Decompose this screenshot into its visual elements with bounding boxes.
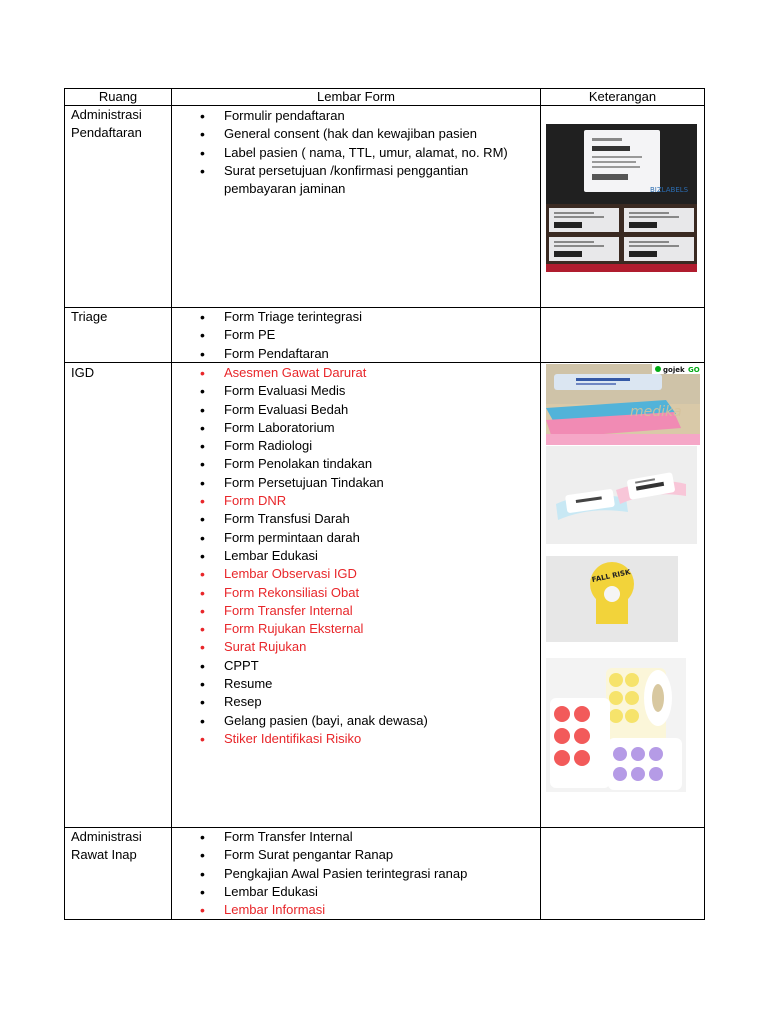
room-line: Triage: [71, 309, 108, 324]
fall-risk-sticker-illustration: [546, 556, 678, 642]
list-item: • Form Transfer Internal: [200, 602, 428, 620]
list-item: • Form Transfusi Darah: [200, 510, 428, 528]
list-item: • Stiker Identifikasi Risiko: [200, 730, 428, 748]
list-item: • Formulir pendaftaran: [200, 107, 514, 125]
row-divider-2: [64, 362, 705, 363]
list-item: • Label pasien ( nama, TTL, umur, alamat, no. RM): [200, 144, 514, 162]
label-brand-text: BIZLABELS: [650, 186, 689, 194]
list-item: • Lembar Informasi: [200, 901, 467, 919]
list-item: • CPPT: [200, 657, 428, 675]
list-item: • Form Surat pengantar Ranap: [200, 846, 467, 864]
list-item: • Surat persetujuan /konfirmasi penggantian pembayaran jaminan: [200, 162, 514, 199]
baby-wristband-illustration: [546, 446, 697, 544]
room-line: Pendaftaran: [71, 125, 142, 140]
wristband-tag-text: GO: [688, 366, 700, 374]
list-item: • Form Transfer Internal: [200, 828, 467, 846]
list-item: • Form Radiologi: [200, 437, 428, 455]
wristband-illustration: [546, 364, 700, 445]
col-divider-2: [540, 88, 541, 920]
list-item: • Form Rekonsiliasi Obat: [200, 584, 428, 602]
list-item: • Form Persetujuan Tindakan: [200, 474, 428, 492]
list-item: • Lembar Edukasi: [200, 547, 428, 565]
forms-list-rawat-inap: [200, 828, 467, 919]
list-item: • Form Rujukan Eksternal: [200, 620, 428, 638]
room-triage: [71, 308, 171, 326]
col-divider-1: [171, 88, 172, 920]
list-item: • Form Laboratorium: [200, 419, 428, 437]
header-lembar-form: Lembar Form: [316, 89, 396, 104]
forms-list-triage: [200, 308, 362, 363]
sticker-roll-illustration: [546, 658, 686, 792]
list-item: • Asesmen Gawat Darurat: [200, 364, 428, 382]
room-line: IGD: [71, 365, 95, 380]
room-line: Administrasi: [71, 829, 142, 844]
fall-risk-sticker-photo: [546, 556, 678, 642]
patient-label-illustration: [546, 124, 697, 272]
wristband-photo: [546, 364, 700, 445]
list-item: • Lembar Observasi IGD: [200, 565, 428, 583]
header-keterangan: Keterangan: [588, 89, 657, 104]
room-igd: [71, 364, 171, 382]
list-item: • Lembar Edukasi: [200, 883, 467, 901]
list-item: • Form Pendaftaran: [200, 345, 362, 363]
list-item: • Pengkajian Awal Pasien terintegrasi ranap: [200, 865, 467, 883]
header-ruang: Ruang: [98, 89, 138, 104]
room-administrasi-rawat-inap: [71, 828, 171, 864]
list-item: • Surat Rujukan: [200, 638, 428, 656]
list-item: • Form Triage terintegrasi: [200, 308, 362, 326]
patient-label-photo: [546, 124, 697, 272]
list-item: • Form PE: [200, 326, 362, 344]
baby-wristband-photo: [546, 446, 697, 544]
list-item: • Form Evaluasi Bedah: [200, 401, 428, 419]
table-border-left: [64, 88, 65, 920]
form-table: [64, 88, 705, 920]
room-administrasi-pendaftaran: [71, 106, 171, 142]
list-item: • General consent (hak dan kewajiban pasien: [200, 125, 514, 143]
list-item: • Form Evaluasi Medis: [200, 382, 428, 400]
forms-list-pendaftaran: [200, 107, 514, 198]
room-line: Rawat Inap: [71, 847, 137, 862]
list-item: • Resep: [200, 693, 428, 711]
list-item: • Gelang pasien (bayi, anak dewasa): [200, 712, 428, 730]
forms-list-igd: [200, 364, 428, 748]
list-item: • Resume: [200, 675, 428, 693]
table-border-right: [704, 88, 705, 920]
sticker-text: FALL RISK: [591, 568, 632, 585]
wristband-brand-text: gojek: [663, 366, 685, 374]
list-item: • Form Penolakan tindakan: [200, 455, 428, 473]
list-item: • Form DNR: [200, 492, 428, 510]
sticker-roll-photo: [546, 658, 686, 792]
room-line: Administrasi: [71, 107, 142, 122]
wristband-watermark-text: medika: [630, 404, 682, 420]
list-item: • Form permintaan darah: [200, 529, 428, 547]
